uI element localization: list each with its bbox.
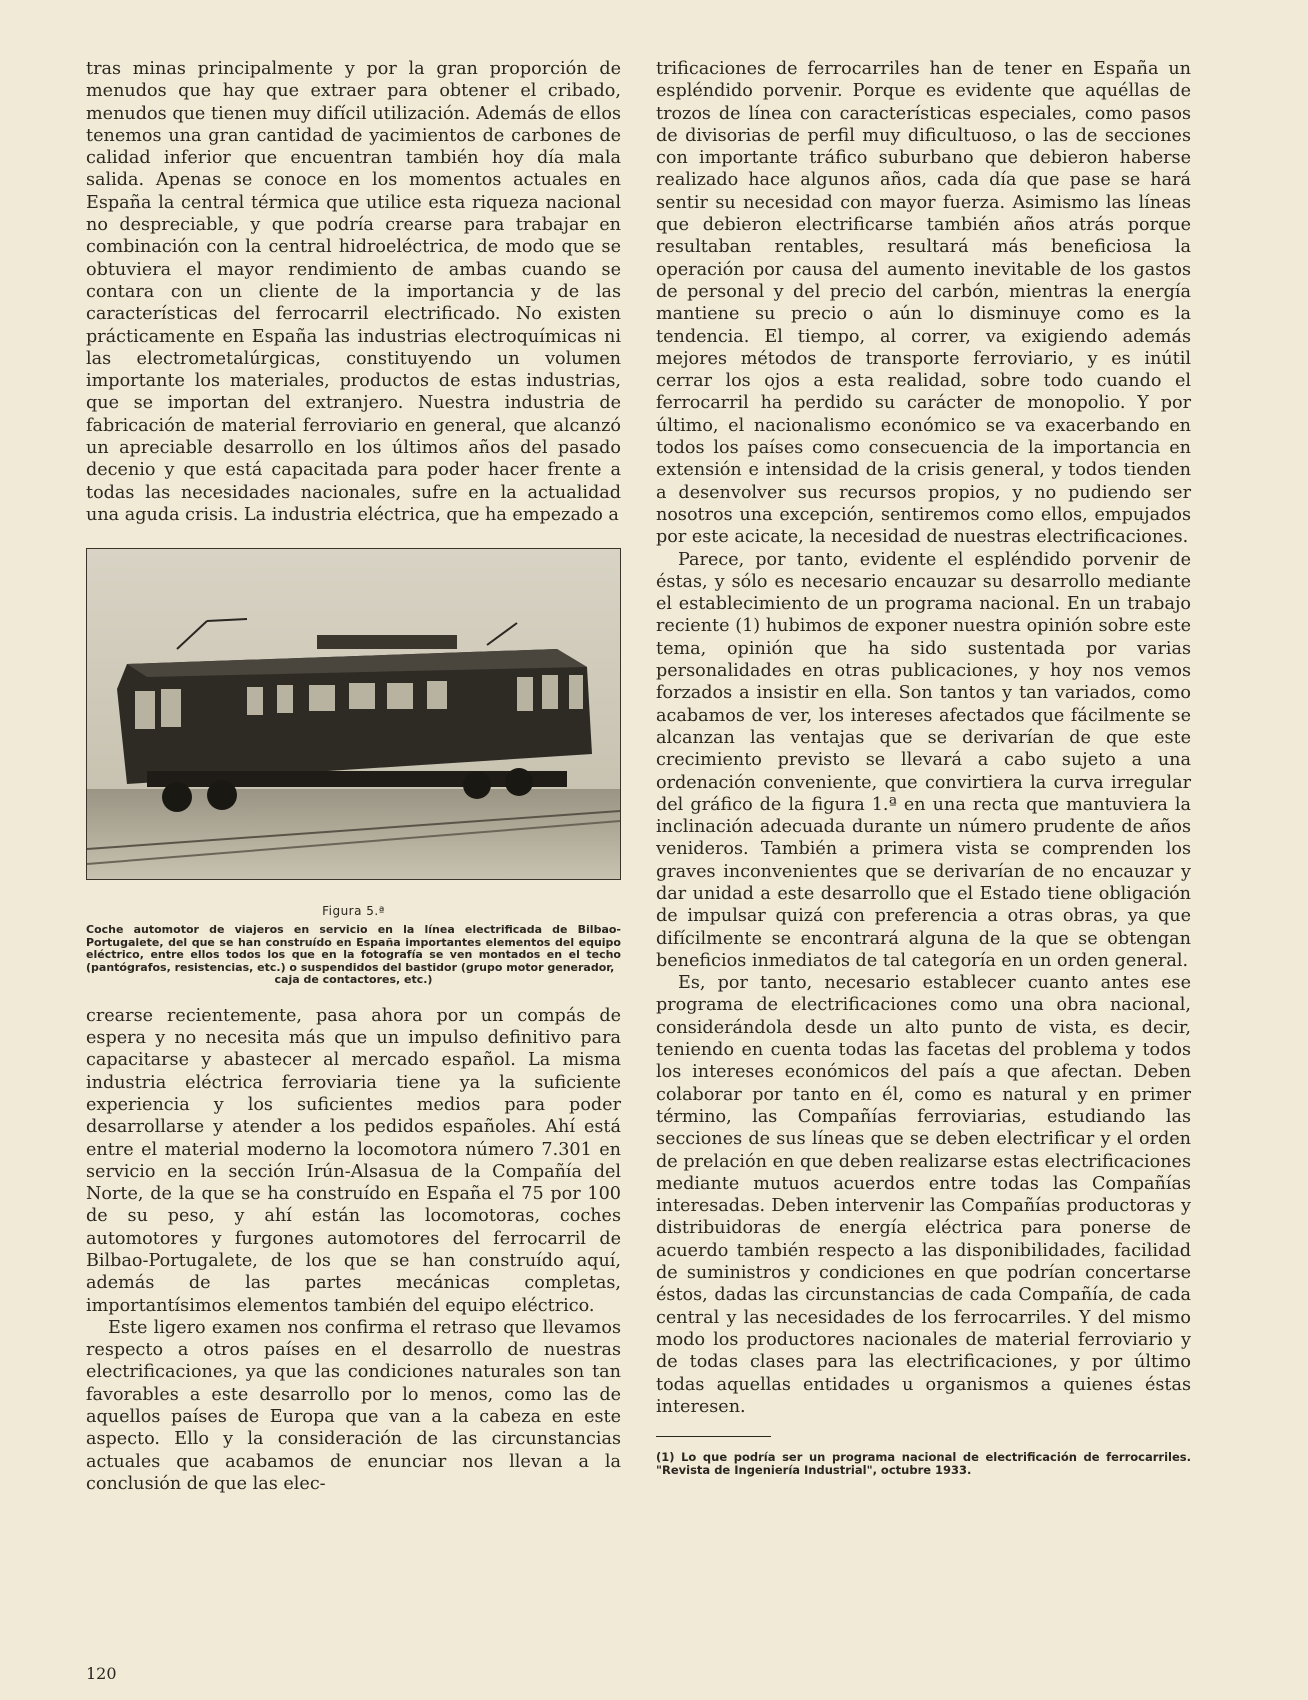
left-paragraph-3: Este ligero examen nos confirma el retraso que llevamos respecto a otros países en el desarrollo de nuestras electrificaciones, ya que las condiciones naturales son tan favorables a este desarrollo por lo menos, como las de aquellos países de Europa que van a la cabeza en este aspecto. Ello y la consideración de las circunstancias actuales que acabamos de enunciar nos llevan a la conclusión de que las elec-	[86, 1317, 621, 1494]
figure-5	[86, 548, 621, 987]
left-paragraph-2: crearse recientemente, pasa ahora por un compás de espera y no necesita más que un impulso definitivo para capacitarse y abastecer al mercado español. La misma industria eléctrica ferroviaria tiene ya la suficiente experiencia y los suficientes medios para poder desarrollarse y atender a los pedidos españoles. Ahí está entre el material moderno la locomotora número 7.301 en servicio en la sección Irún-Alsasua de la Compañía del Norte, de la que se ha construído en España el 75 por 100 de su peso, y ahí están las locomotoras, coches automotores y furgones automotores del ferrocarril de Bilbao-Portugalete, de los que se han construído aquí, además de las partes mecánicas completas, importantísimos elementos también del equipo eléctrico.	[86, 1005, 621, 1316]
left-paragraph-1: tras minas principalmente y por la gran proporción de menudos que hay que extraer para obtener el cribado, menudos que tienen muy difícil utilización. Además de ellos tenemos una gran cantidad de yacimientos de carbones de calidad inferior que encuentran también hoy día mala salida. Apenas se conoce en los momentos actuales en España la central térmica que utilice esta riqueza nacional no despreciable, y que podría crearse para trabajar en combinación con la central hidroeléctrica, de modo que se obtuviera el mayor rendimiento de ambas cuando se contara con un cliente de la importancia y de las características del ferrocarril electrificado. No existen prácticamente en España las industrias electroquímicas ni las electrometalúrgicas, constituyendo un volumen importante los materiales, productos de estas industrias, que se importan del extranjero. Nuestra industria de fabricación de material ferroviario en general, que alcanzó un apreciable desarrollo en los últimos años del pasado decenio y que está capacitada para poder hacer frente a todas las necesidades nacionales, sufre en la actualidad una aguda crisis. La industria eléctrica, que ha empezado a	[86, 59, 621, 525]
figure-label: Figura 5.ª	[322, 904, 385, 919]
figure-caption-text: Coche automotor de viajeros en servicio en la línea electrificada de Bilbao-Portugalete, del que se han construído en España importantes elementos del equipo eléctrico, entre ellos todos los que en la fotografía se ven montados en el techo (pantógrafos, resistencias, etc.) o suspendidos del bastidor (grupo motor generador,	[86, 923, 621, 974]
figure-caption-last-line: caja de contactores, etc.)	[274, 973, 433, 987]
right-paragraph-2: Parece, por tanto, evidente el espléndido porvenir de éstas, y sólo es necesario encauzar su desarrollo mediante el establecimiento de un programa nacional. En un trabajo reciente (1) hubimos de exponer nuestra opinión sobre este tema, opinión que ha sido sustentada por varias personalidades en otras publicaciones, y hoy nos vemos forzados a insistir en ella. Son tantos y tan variados, como acabamos de ver, los intereses afectados que fácilmente se alcanzan las ventajas que se derivarían de que este crecimiento previsto se llevará a cabo sujeto a una ordenación conveniente, que convirtiera la curva irregular del gráfico de la figura 1.ª en una recta que mantuviera la inclinación adecuada durante un número prudente de años venideros. También a primera vista se comprenden los graves inconvenientes que se derivarían de no encauzar y dar unidad a este desarrollo que el Estado tiene obligación de impulsar quizá con preferencia a otras obras, ya que difícilmente se encontrará alguna de la que se obtengan beneficios inmediatos de tal categoría en un orden general.	[656, 549, 1191, 971]
railcar-photo	[86, 548, 621, 880]
railcar-illustration	[87, 549, 620, 879]
left-column	[86, 58, 621, 1495]
right-paragraph-3: Es, por tanto, necesario establecer cuanto antes ese programa de electrificaciones como una obra nacional, considerándola desde un alto punto de vista, es decir, teniendo en cuenta todas las facetas del problema y todos los intereses económicos del país a que afectan. Deben colaborar por tanto en él, como es natural y en primer término, las Compañías ferroviarias, estudiando las secciones de sus líneas que se deben electrificar y el orden de prelación en que deben realizarse estas electrificaciones mediante mutuos acuerdos entre todas las Compañías interesadas. Deben intervenir las Compañías productoras y distribuidoras de energía eléctrica para ponerse de acuerdo también respecto a las disponibilidades, facilidad de suministros y condiciones en que podrían concertarse éstos, dadas las circunstancias de cada Compañía, de cada central y las necesidades de los ferrocarriles. Y del mismo modo los productores nacionales de material ferroviario y de todas clases para las electrificaciones, y por último todas aquellas entidades u organismos a quienes éstas interesen.	[656, 973, 1191, 1417]
page-number: 120	[86, 1664, 117, 1683]
footnote: (1) Lo que podría ser un programa nacional de electrificación de ferrocarriles. "Revista de Ingeniería Industrial", octubre 1933.	[656, 1450, 1191, 1478]
footnote-divider	[656, 1436, 771, 1437]
right-paragraph-1: trificaciones de ferrocarriles han de tener en España un espléndido porvenir. Porque es evidente que aquéllas de trozos de línea con características especiales, como pasos de divisorias de perfil muy dificultuoso, o las de secciones con importante tráfico suburbano que debieron haberse realizado hace algunos años, cada día que pase se hará sentir su necesidad con mayor fuerza. Asimismo las líneas que debieron electrificarse también años atrás porque resultaban rentables, resultará más beneficiosa la operación por causa del aumento inevitable de los gastos de personal y del precio del carbón, mientras la energía mantiene su precio o aún lo disminuye como es la tendencia. El tiempo, al correr, va exigiendo además mejores métodos de transporte ferroviario, y es inútil cerrar los ojos a esta realidad, sobre todo cuando el ferrocarril ha perdido su carácter de monopolio. Y por último, el nacionalismo económico se va exacerbando en todos los países como consecuencia de la importancia en extensión e intensidad de la crisis general, y todos tienden a desenvolver sus recursos propios, y no pudiendo ser nosotros una excepción, sentiremos como ellos, empujados por este acicate, la necesidad de nuestras electrificaciones.	[656, 59, 1191, 548]
figure-caption	[86, 924, 621, 987]
right-column	[656, 58, 1191, 1477]
